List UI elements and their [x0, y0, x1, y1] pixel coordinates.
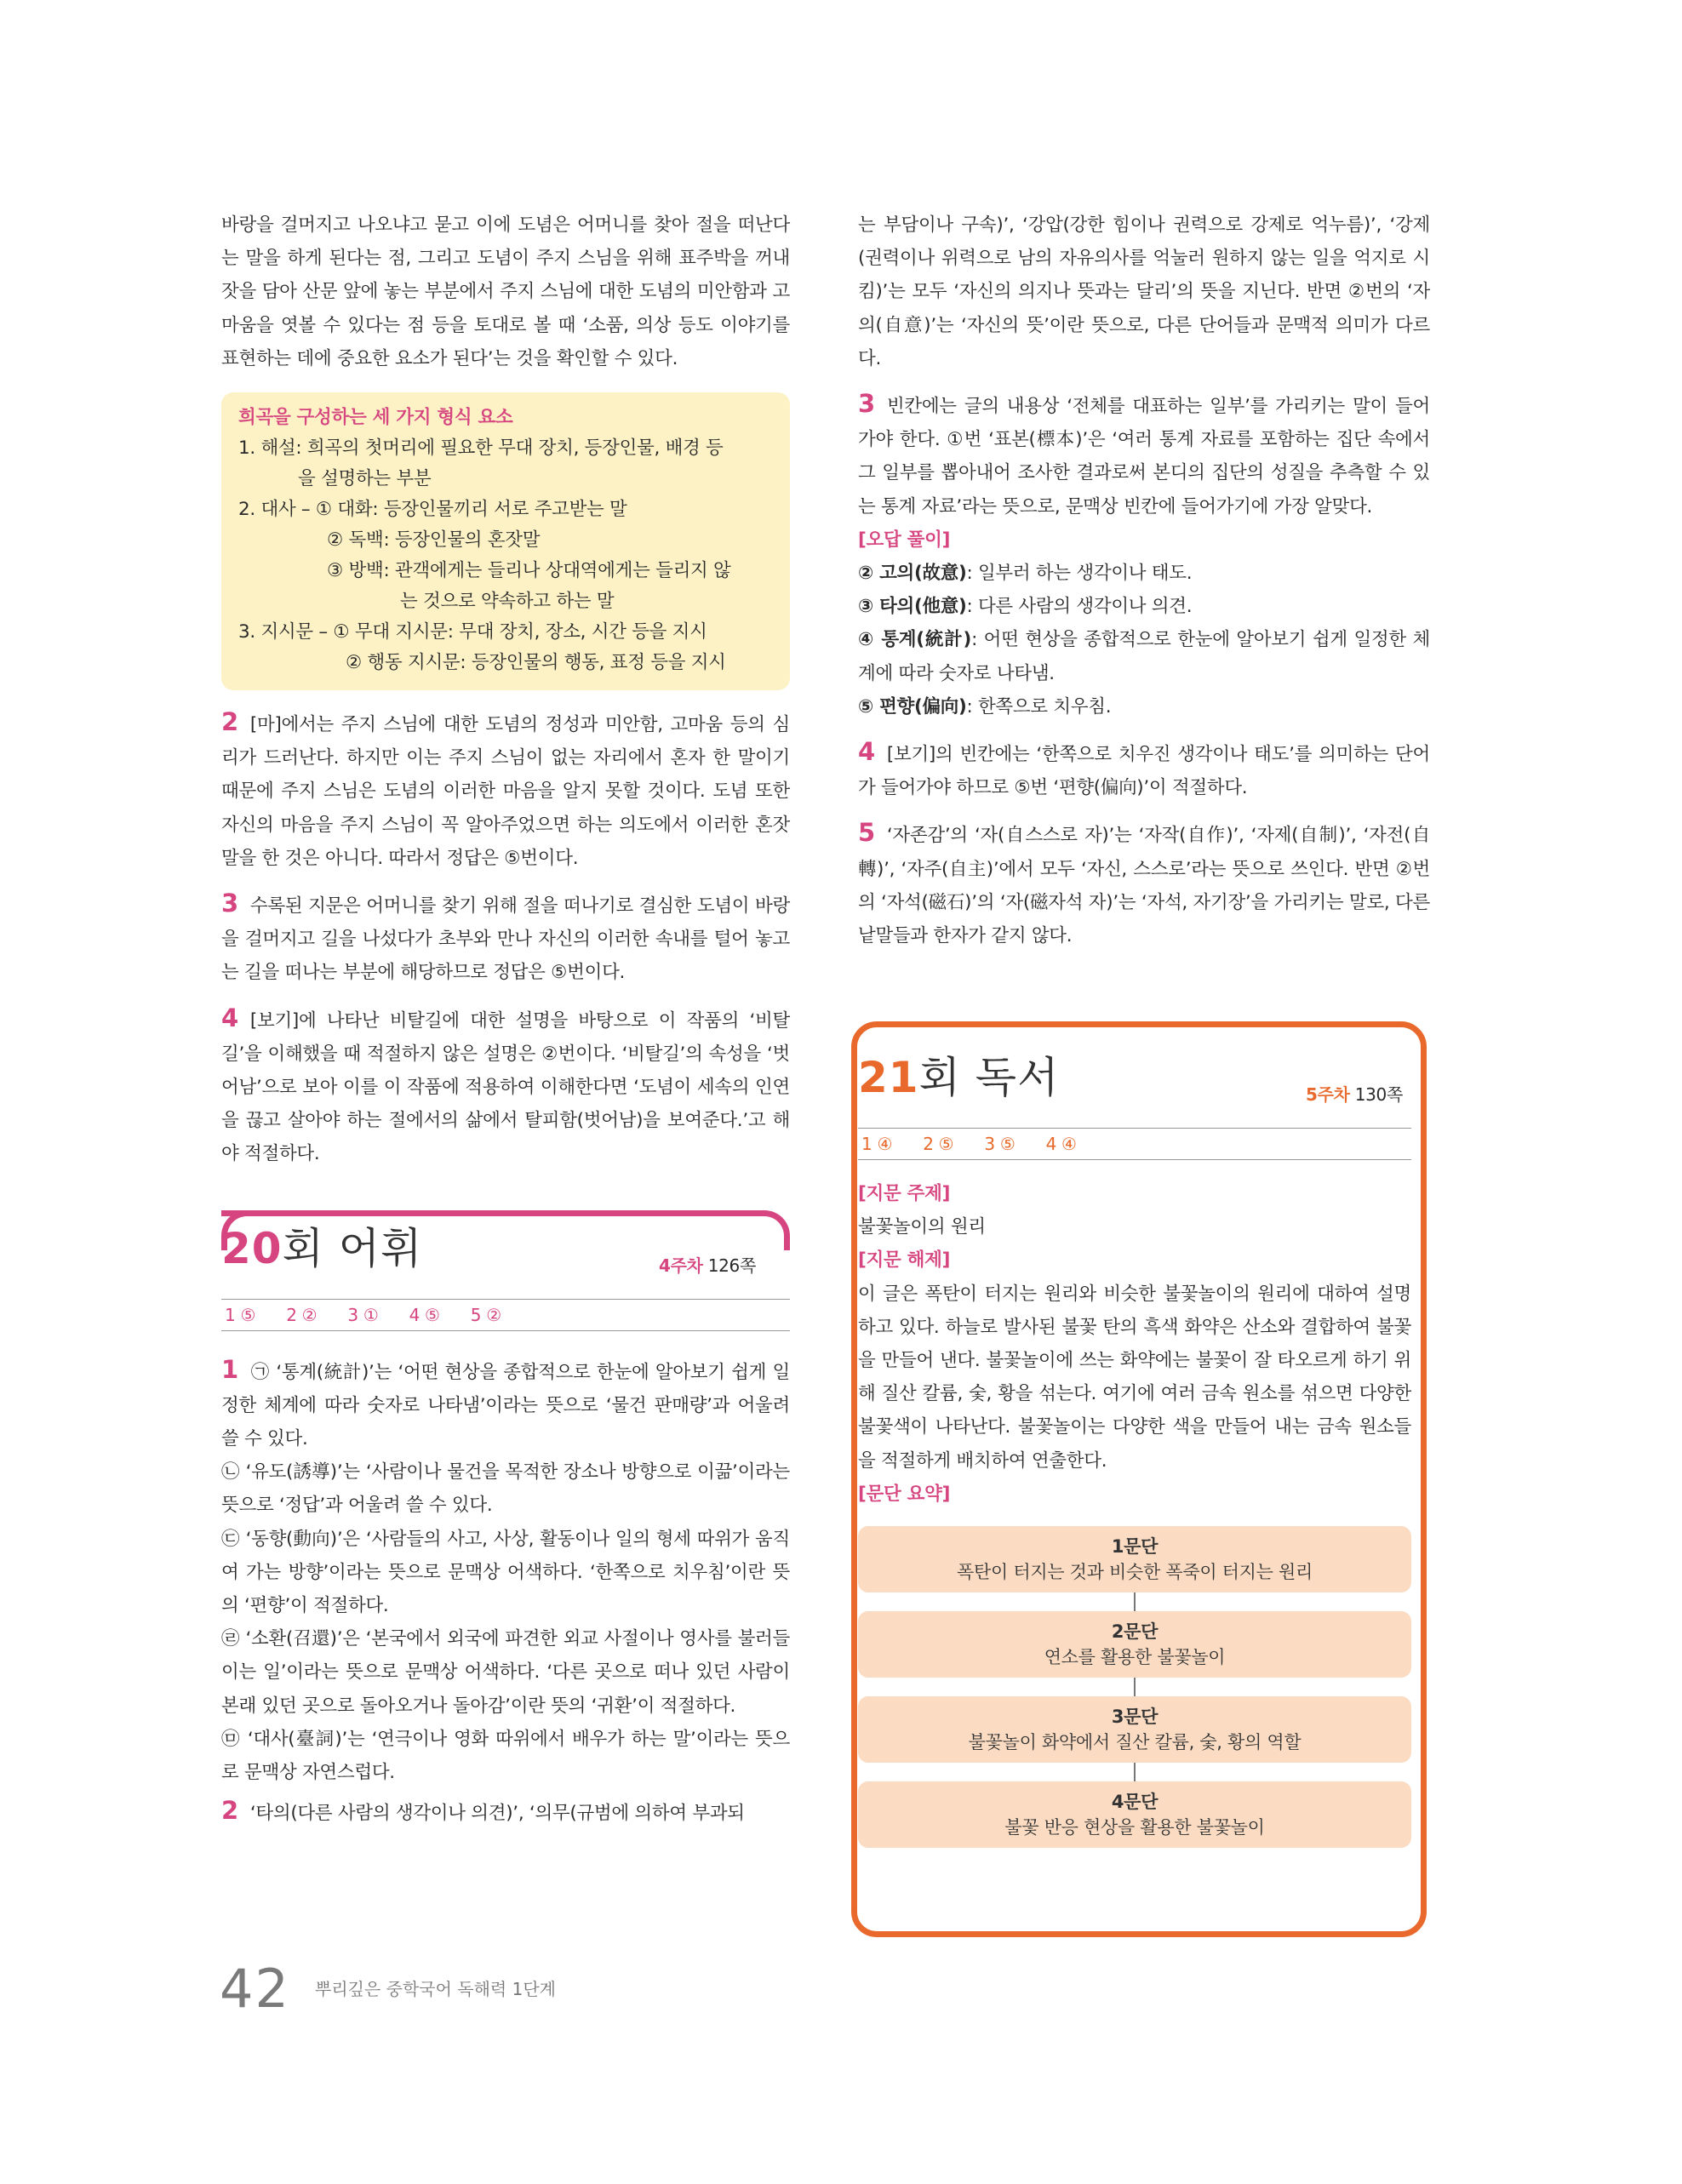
page-number: 42	[220, 1958, 290, 2020]
question-number: 2	[221, 707, 238, 737]
week-info: 5주차 130쪽	[1305, 1084, 1403, 1105]
explanation-label: [지문 해제]	[858, 1249, 951, 1272]
left-column	[221, 209, 790, 1831]
answer-text: 빈칸에는 글의 내용상 ‘전체를 대표하는 일부’를 가리키는 말이 들어가야 한다. ①번 ‘표본(標本)’은 ‘여러 통계 자료를 포함하는 집단 속에서 그 일부를 뽑아내어 조사한 결과로써 본디의 집단의 성질을 추측할 수 있는 통계 자료’라는 뜻으로, 문맥상 빈칸에 들어가기에 가장 알맞다.	[858, 396, 1430, 517]
topic-text: 불꽃놀이의 원리	[858, 1216, 986, 1238]
question-number: 2	[221, 1796, 238, 1826]
drama-elements-box	[221, 392, 790, 690]
vocab-item: ㉤ ‘대사(臺詞)’는 ‘연극이나 영화 따위에서 배우가 하는 말’이라는 뜻으로 문맥상 자연스럽다.	[221, 1728, 790, 1784]
vocab-item: ㉣ ‘소환(召還)’은 ‘본국에서 외국에 파견한 외교 사절이나 영사를 불러들이는 일’이라는 뜻으로 문맥상 어색하다. ‘다른 곳으로 떠나 있던 사람이 본래 있던 곳으로 돌아오거나 돌아감’이란 뜻의 ‘귀환’이 적절하다.	[221, 1628, 790, 1717]
topic-label: [지문 주제]	[858, 1183, 951, 1204]
box-line: 을 설명하는 부분	[298, 468, 432, 490]
wrong-answer-label: [오답 풀이]	[858, 529, 951, 551]
intro-paragraph: 바랑을 걸머지고 나오냐고 묻고 이에 도념은 어머니를 찾아 절을 떠난다는 말을 하게 된다는 점, 그리고 도념이 주지 스님을 위해 표주박을 꺼내 잣을 담아 산문 앞에 놓는 부분에서 주지 스님에 대한 도념의 미안함과 고마움을 엿볼 수 있다는 점 등을 토대로 볼 때 ‘소품, 의상 등도 이야기를 표현하는 데에 중요한 요소가 된다’는 것을 확인할 수 있다.	[221, 214, 790, 369]
section-20-header	[221, 1210, 790, 1299]
question-number: 3	[858, 389, 875, 419]
answer-key-20	[221, 1299, 790, 1331]
vocab-answer-3	[858, 387, 1430, 523]
week-info: 4주차 126쪽	[658, 1255, 756, 1276]
vocab-answer-4	[858, 735, 1430, 804]
box-title: 희곡을 구성하는 세 가지 형식 요소	[238, 407, 513, 429]
answer-item: 4 ④	[1045, 1134, 1077, 1154]
answer-text: ‘타의(다른 사람의 생각이나 의견)’, ‘의무(규범에 의하여 부과되	[249, 1803, 745, 1825]
answer-item: 2 ②	[286, 1304, 318, 1325]
box-line: 3. 지시문 – ① 무대 지시문: 무대 장치, 장소, 시간 등을 지시	[238, 621, 707, 643]
vocab-answer-5	[858, 816, 1430, 952]
page-footer	[220, 1958, 556, 2020]
box-line: 1. 해설: 희곡의 첫머리에 필요한 무대 장치, 등장인물, 배경 등	[238, 437, 724, 460]
vocab-item: ㉡ ‘유도(誘導)’는 ‘사람이나 물건을 목적한 장소나 방향으로 이끎’이라는 뜻으로 ‘정답’과 어울려 쓸 수 있다.	[221, 1461, 790, 1517]
section-title: 21회 독서	[858, 1053, 1060, 1102]
answer-text: ㉠ ‘통계(統計)’는 ‘어떤 현상을 종합적으로 한눈에 알아보기 쉽게 일정한 체계에 따라 숫자로 나타냄’이라는 뜻으로 ‘물건 판매량’과 어울려 쓸 수 있다.	[221, 1361, 790, 1450]
section-21	[858, 1051, 1411, 1848]
answer-item: 5 ②	[470, 1304, 501, 1325]
answer-text: ‘자존감’의 ‘자(自스스로 자)’는 ‘자작(自作)’, ‘자제(自制)’, ‘자전(自轉)’, ‘자주(自主)’에서 모두 ‘자신, 스스로’라는 뜻으로 쓰인다. 반면 ②번의 ‘자석(磁石)’의 ‘자(磁자석 자)’는 ‘자석, 자기장’을 가리키는 말로, 다른 낱말들과 한자가 같지 않다.	[858, 825, 1430, 947]
summary-box: 3문단 불꽃놀이 화약에서 질산 칼륨, 숯, 황의 역할	[858, 1696, 1411, 1763]
box-line: 2. 대사 – ① 대화: 등장인물끼리 서로 주고받는 말	[238, 499, 627, 521]
continued-paragraph: 는 부담이나 구속)’, ‘강압(강한 힘이나 권력으로 강제로 억누름)’, ‘강제(권력이나 위력으로 남의 자유의사를 억눌러 원하지 않는 일을 억지로 시킴)’는 모두 ‘자신의 의지나 뜻과는 달리’의 뜻을 지닌다. 반면 ②번의 ‘자의(自意)’는 ‘자신의 뜻’이란 뜻으로, 다른 단어들과 문맥적 의미가 다르다.	[858, 214, 1430, 369]
vocab-answer-2	[221, 1794, 790, 1830]
question-number: 5	[858, 818, 875, 848]
answer-item: 4 ⑤	[409, 1304, 440, 1325]
wrong-answer-item: ③ 타의(他意): 다른 사람의 생각이나 의견.	[858, 596, 1193, 618]
answer-4	[221, 1002, 790, 1171]
wrong-answer-item: ⑤ 편향(偏向): 한쪽으로 치우침.	[858, 695, 1112, 718]
wrong-answer-item: ④ 통계(統計): 어떤 현상을 종합적으로 한눈에 알아보기 쉽게 일정한 체계에 따라 숫자로 나타냄.	[858, 629, 1430, 684]
answer-2	[221, 706, 790, 875]
section-title: 20회 어휘	[221, 1223, 423, 1273]
question-number: 4	[221, 1003, 238, 1032]
answer-key-21	[858, 1128, 1411, 1160]
answer-3	[221, 887, 790, 990]
book-title: 뿌리깊은 중학국어 독해력 1단계	[315, 1979, 556, 1999]
box-line: ③ 방백: 관객에게는 들리나 상대역에게는 들리지 않	[327, 560, 731, 582]
question-number: 3	[221, 889, 238, 918]
question-number: 1	[221, 1354, 238, 1384]
paragraph-summary	[858, 1526, 1411, 1848]
answer-item: 1 ⑤	[225, 1304, 256, 1325]
answer-item: 1 ④	[861, 1134, 893, 1154]
summary-box: 4문단 불꽃 반응 현상을 활용한 불꽃놀이	[858, 1781, 1411, 1848]
summary-box: 1문단 폭탄이 터지는 것과 비슷한 폭죽이 터지는 원리	[858, 1526, 1411, 1592]
right-column	[858, 209, 1430, 1838]
question-number: 4	[858, 737, 875, 767]
answer-item: 3 ⑤	[984, 1134, 1015, 1154]
vocab-item: ㉢ ‘동향(動向)’은 ‘사람들의 사고, 사상, 활동이나 일의 형세 따위가 움직여 가는 방향’이라는 뜻으로 문맥상 어색하다. ‘한쪽으로 치우침’이란 뜻의 ‘편향’이 적절하다.	[221, 1528, 790, 1617]
answer-text: 수록된 지문은 어머니를 찾기 위해 절을 떠나기로 결심한 도념이 바랑을 걸머지고 길을 나섰다가 초부와 만나 자신의 이러한 속내를 털어 놓고는 길을 떠나는 부분에 해당하므로 정답은 ⑤번이다.	[221, 895, 790, 984]
answer-text: [보기]의 빈칸에는 ‘한쪽으로 치우진 생각이나 태도’를 의미하는 단어가 들어가야 하므로 ⑤번 ‘편향(偏向)’이 적절하다.	[858, 744, 1430, 799]
box-line: ② 독백: 등장인물의 혼잣말	[327, 529, 541, 552]
answer-item: 2 ⑤	[923, 1134, 954, 1154]
vocab-answer-1	[221, 1353, 790, 1456]
answer-item: 3 ①	[347, 1304, 379, 1325]
answer-text: [마]에서는 주지 스님에 대한 도념의 정성과 미안함, 고마움 등의 심리가 드러난다. 하지만 이는 주지 스님이 없는 자리에서 혼자 한 말이기 때문에 주지 스님은 도념의 이러한 마음을 알지 못할 것이다. 도념 또한 자신의 마음을 주지 스님이 꼭 알아주었으면 하는 의도에서 이러한 혼잣말을 한 것은 아니다. 따라서 정답은 ⑤번이다.	[221, 714, 790, 869]
box-line: 는 것으로 약속하고 하는 말	[400, 591, 615, 613]
section-21-header	[858, 1051, 1411, 1128]
explanation-text: 이 글은 폭탄이 터지는 원리와 비슷한 불꽃놀이의 원리에 대하여 설명하고 있다. 하늘로 발사된 불꽃 탄의 흑색 화약은 산소와 결합하여 불꽃을 만들어 낸다. 불꽃놀이에 쓰는 화약에는 불꽃이 잘 타오르게 하기 위해 질산 칼륨, 숯, 황을 섞는다. 여기에 여러 금속 원소를 섞으면 다양한 불꽃색이 나타난다. 불꽃놀이는 다양한 색을 만들어 내는 금속 원소들을 적절하게 배치하여 연출한다.	[858, 1283, 1411, 1472]
summary-label: [문단 요약]	[858, 1483, 951, 1505]
box-line: ② 행동 지시문: 등장인물의 행동, 표정 등을 지시	[346, 652, 726, 674]
wrong-answer-item: ② 고의(故意): 일부러 하는 생각이나 태도.	[858, 563, 1193, 585]
answer-text: [보기]에 나타난 비탈길에 대한 설명을 바탕으로 이 작품의 ‘비탈길’을 이해했을 때 적절하지 않은 설명은 ②번이다. ‘비탈길’의 속성을 ‘벗어남’으로 보아 이를 이 작품에 적용하여 이해한다면 ‘도념이 세속의 인연을 끊고 살아야 하는 절에서의 삶에서 탈피함(벗어남)을 보여준다.’고 해야 적절하다.	[221, 1009, 790, 1165]
summary-box: 2문단 연소를 활용한 불꽃놀이	[858, 1611, 1411, 1678]
